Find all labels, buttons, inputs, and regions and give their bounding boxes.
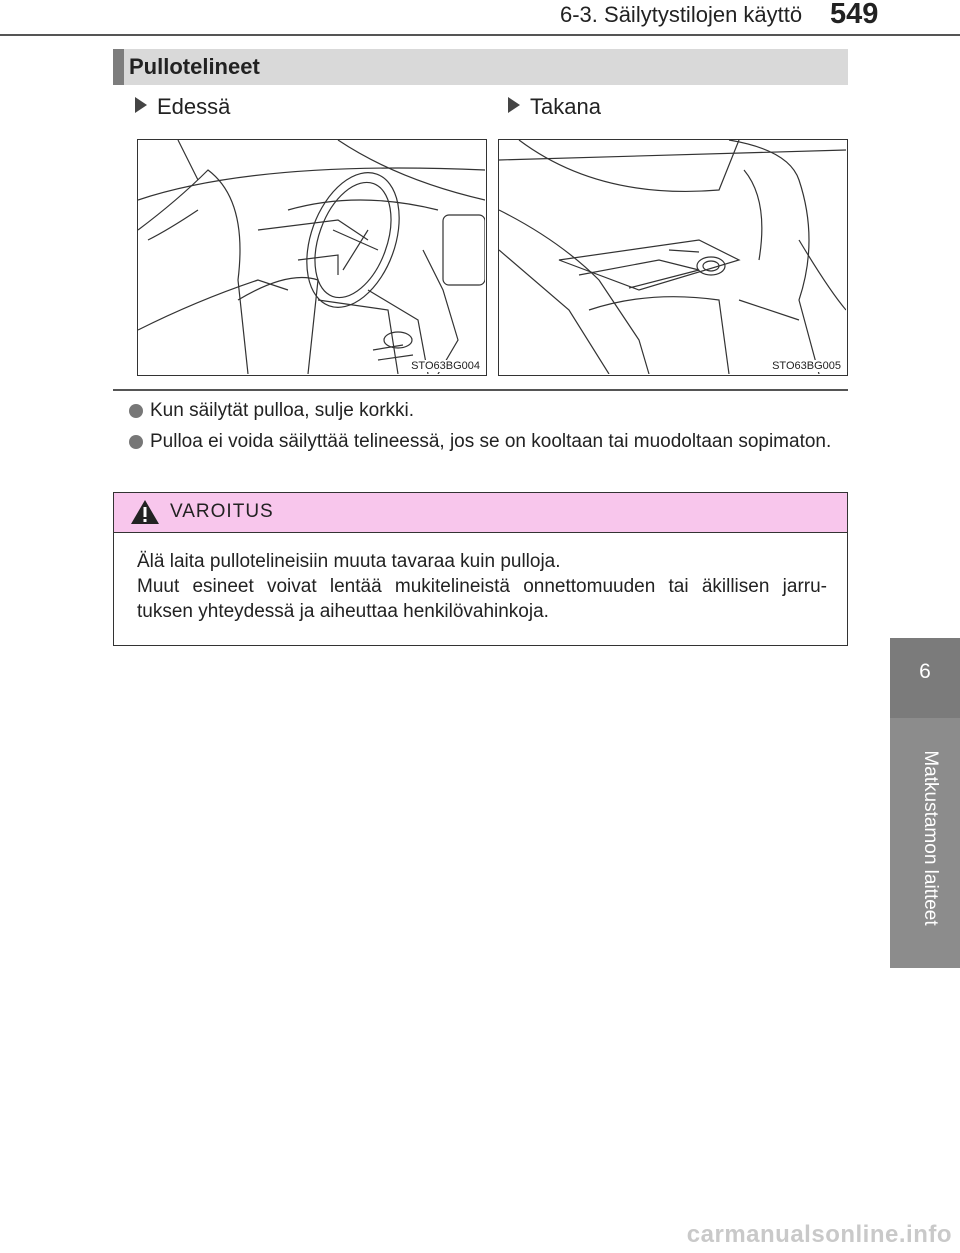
warning-line: tuksen yhteydessä ja aiheuttaa henkilövahinkoja. — [137, 601, 549, 622]
bullet-dot-icon — [129, 404, 143, 418]
page-number: 549 — [830, 0, 879, 30]
rear-label: Takana — [530, 94, 601, 119]
warning-box — [113, 492, 848, 646]
bullet-text: Kun säilytät pulloa, sulje korkki. — [150, 400, 415, 421]
bullet-item — [129, 397, 849, 425]
running-header-section: 6-3. Säilytystilojen käyttö — [560, 2, 803, 27]
triangle-bullet-icon — [135, 97, 147, 113]
warning-body — [137, 549, 827, 624]
header-rule — [0, 34, 960, 36]
section-title: Pullotelineet — [129, 54, 260, 79]
rear-bottle-holder-illustration — [498, 139, 848, 376]
front-bottle-holder-illustration — [137, 139, 487, 376]
front-figure-code: STO63BG004 — [411, 360, 480, 372]
warning-line: Älä laita pullotelineisiin muuta tavaraa kuin pulloja. — [137, 551, 561, 572]
bullet-text: Pulloa ei voida säilyttää telineessä, jos se on kooltaan tai muodoltaan sopimaton. — [150, 431, 832, 452]
chapter-number: 6 — [919, 660, 931, 683]
front-subheading — [135, 94, 230, 120]
warning-title: VAROITUS — [170, 501, 274, 522]
watermark-text: carmanualsonline.info — [686, 1221, 952, 1248]
chapter-label: Matkustamon laitteet — [920, 750, 941, 926]
warning-triangle-icon — [130, 499, 160, 525]
section-heading-accent — [113, 49, 124, 85]
section-divider — [113, 389, 848, 391]
warning-header — [114, 493, 847, 533]
warning-line: Muut esineet voivat lentää mukitelineistä onnettomuuden tai äkillisen jarru- — [137, 576, 827, 597]
rear-figure-code: STO63BG005 — [772, 360, 841, 372]
front-label: Edessä — [157, 94, 231, 119]
rear-subheading — [508, 94, 601, 120]
bullet-dot-icon — [129, 435, 143, 449]
bullet-item — [129, 428, 849, 456]
triangle-bullet-icon — [508, 97, 520, 113]
